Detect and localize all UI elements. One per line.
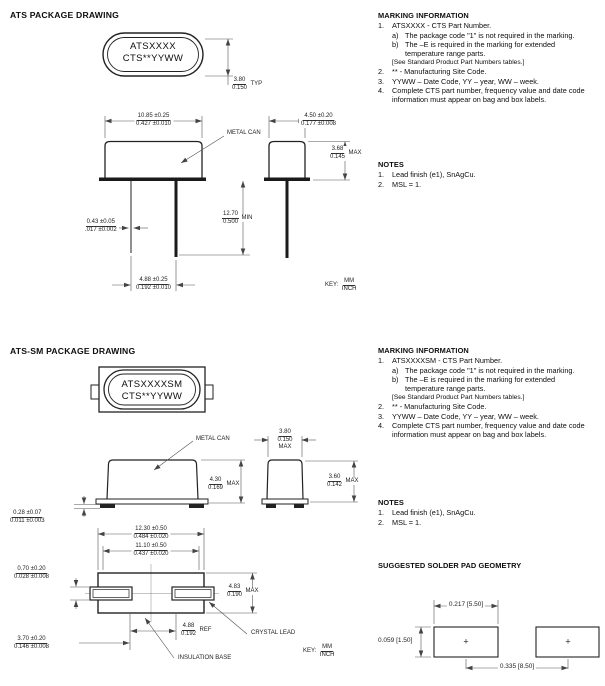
- item-text: The package code "1" is not required in the marking.: [405, 30, 575, 40]
- item-text: The –E is required in the marking for extended temperature range parts.: [405, 375, 556, 394]
- dim-ats-side-width: [299, 113, 338, 128]
- ats-package-marking: [103, 41, 203, 64]
- atssm-notes: [378, 498, 592, 527]
- list-item: [378, 412, 592, 421]
- dim-inch: 0.192: [181, 631, 197, 638]
- dim-suffix: MAX: [226, 481, 240, 488]
- list-item: [378, 402, 592, 411]
- item-number: 3.: [378, 411, 385, 421]
- dim-atssm-pad-inset: [12, 636, 51, 651]
- item-number: 4.: [378, 420, 385, 430]
- dim-atssm-can-height: [206, 477, 240, 492]
- dim-ats-side-height: [328, 146, 362, 161]
- metal-can-label: METAL CAN: [196, 436, 230, 442]
- dim-inch: 0.150: [277, 437, 293, 444]
- marking-info-title: MARKING INFORMATION: [378, 346, 469, 355]
- item-text: ATSXXXXSM - CTS Part Number.: [392, 356, 503, 366]
- list-subitem: [392, 31, 592, 40]
- crystal-lead-label: CRYSTAL LEAD: [251, 630, 296, 636]
- see-tables-note: [See Standard Product Part Numbers tables.]: [392, 58, 525, 66]
- atssm-section-title: ATS-SM PACKAGE DRAWING: [10, 346, 136, 356]
- dim-inch: 0.192 ±0.010: [136, 285, 171, 292]
- item-number: a): [392, 30, 399, 40]
- list-item: [378, 67, 592, 76]
- dim-ats-body-width: [134, 113, 173, 128]
- dim-inch: 0.484 ±0.020: [133, 534, 169, 541]
- dim-inch: 0.011 ±0.003: [10, 518, 45, 525]
- ats-section-title: ATS PACKAGE DRAWING: [10, 10, 119, 20]
- metal-can-label: METAL CAN: [227, 130, 261, 136]
- item-number: 3.: [378, 76, 385, 86]
- dim-inch: .017 ±0.002: [85, 227, 117, 234]
- dim-mm: 3.68: [331, 146, 344, 152]
- key-label: KEY:: [303, 648, 317, 655]
- item-number: b): [392, 375, 399, 385]
- atssm-marking-info: [378, 346, 592, 440]
- list-item: [378, 77, 592, 86]
- dim-atssm-body-width: [132, 526, 171, 541]
- dim-mm: 3.60: [328, 474, 341, 480]
- atssm-units-key: [303, 644, 337, 659]
- item-text: YYWW – Date Code, YY – year, WW – week.: [392, 76, 539, 86]
- dim-pad-spacing: 0.335 [8.50]: [499, 663, 535, 670]
- dim-pad-width: 0.217 [5.50]: [448, 601, 484, 608]
- marking-line2: CTS**YYWW: [122, 52, 184, 64]
- dim-suffix: MIN: [241, 215, 253, 222]
- item-text: ATSXXXX - CTS Part Number.: [392, 21, 492, 31]
- item-number: 2.: [378, 517, 385, 527]
- dim-mm: 3.80: [279, 429, 291, 435]
- dim-mm: 4.30: [209, 477, 222, 483]
- see-tables-note: [See Standard Product Part Numbers tables.]: [392, 393, 525, 401]
- dim-ats-oval-height: [230, 77, 262, 92]
- item-number: 1.: [378, 356, 385, 366]
- atssm-package-marking: [99, 379, 205, 402]
- key-mm: MM: [344, 278, 355, 284]
- item-number: 1.: [378, 508, 385, 518]
- dim-atssm-side-height: [325, 474, 359, 489]
- list-subitem: [392, 366, 592, 375]
- item-number: 1.: [378, 21, 385, 31]
- dim-mm: 10.85 ±0.25: [137, 113, 170, 119]
- key-inch: INCH: [319, 652, 335, 659]
- list-item: [378, 21, 592, 30]
- list-item: [378, 518, 592, 527]
- solder-pad-drawing: [415, 600, 599, 669]
- dim-atssm-standoff: [8, 510, 47, 525]
- dim-suffix: MAX: [245, 588, 259, 595]
- item-text: The –E is required in the marking for extended temperature range parts.: [405, 40, 556, 59]
- dim-mm: 12.30 ±0.50: [135, 526, 167, 532]
- dim-mm: 3.80: [233, 77, 246, 83]
- dim-atssm-side-top-width: [275, 429, 294, 451]
- item-text: YYWW – Date Code, YY – year, WW – week.: [392, 411, 539, 421]
- dim-mm: 11.10 ±0.50: [135, 543, 167, 549]
- dim-atssm-can-width: [132, 543, 171, 558]
- item-text: Complete CTS part number, frequency value and date code information must appear on bag and box labels.: [392, 85, 585, 105]
- ats-marking-info: [378, 11, 592, 105]
- dim-mm: 0.70 ±0.20: [17, 566, 46, 572]
- item-number: 2.: [378, 67, 385, 77]
- dim-inch: 0.146 ±0.008: [14, 644, 49, 651]
- atssm-metal-can-outline: [107, 460, 198, 499]
- dim-inch: 0.177 ±0.008: [301, 121, 336, 128]
- dim-inch: 0.427 ±0.010: [136, 121, 171, 128]
- ats-notes: [378, 160, 592, 189]
- marking-info-title: MARKING INFORMATION: [378, 11, 469, 20]
- dim-atssm-pad-thickness: [12, 566, 51, 581]
- dim-inch: 0.500: [223, 219, 239, 226]
- dim-mm: 4.50 ±0.20: [304, 113, 333, 119]
- list-item: [378, 86, 592, 105]
- item-text: ** - Manufacturing Site Code.: [392, 402, 487, 412]
- dim-mm: 4.88 ±0.25: [139, 277, 168, 283]
- pad-center-mark: +: [565, 636, 571, 647]
- key-inch: INCH: [341, 286, 357, 293]
- marking-line2: CTS**YYWW: [121, 390, 183, 402]
- marking-line1: ATSXXXXSM: [121, 379, 183, 390]
- list-item: [378, 356, 592, 365]
- dim-suffix: MAX: [345, 478, 359, 485]
- dim-inch: 0.150: [232, 85, 248, 92]
- dim-ats-lead-spacing: [134, 277, 173, 292]
- item-text: MSL = 1.: [392, 517, 422, 527]
- ats-front-view: [99, 116, 350, 291]
- item-number: 4.: [378, 85, 385, 95]
- item-text: The package code "1" is not required in the marking.: [405, 365, 575, 375]
- list-item: [378, 421, 592, 440]
- item-number: b): [392, 40, 399, 50]
- item-number: 2.: [378, 179, 385, 189]
- atssm-left-pad: [90, 587, 132, 600]
- item-text: Lead finish (e1), SnAgCu.: [392, 508, 476, 518]
- dim-suffix: MAX: [348, 150, 362, 157]
- list-item: [378, 180, 592, 189]
- solder-pad-title: SUGGESTED SOLDER PAD GEOMETRY: [378, 561, 522, 570]
- dim-mm: 0.28 ±0.07: [13, 510, 42, 516]
- atssm-right-pad: [172, 587, 214, 600]
- ats-metal-can-outline: [105, 142, 202, 178]
- dim-inch: 0.437 ±0.020: [133, 551, 169, 558]
- dim-mm: 12.70: [223, 211, 239, 217]
- atssm-insulation-base: [96, 499, 208, 504]
- dim-suffix: REF: [199, 627, 212, 634]
- dim-inch: 0.169: [208, 485, 224, 492]
- list-subitem: [392, 375, 592, 394]
- list-subitem: [392, 40, 592, 59]
- ats-units-key: [325, 278, 359, 293]
- item-number: 1.: [378, 170, 385, 180]
- dim-suffix: MAX: [278, 444, 292, 451]
- dim-atssm-body-height: [225, 584, 259, 599]
- dim-atssm-lead-spacing: [179, 623, 212, 638]
- notes-title: NOTES: [378, 160, 404, 169]
- dim-mm: 4.83: [228, 584, 241, 590]
- ats-right-lead: [175, 181, 178, 257]
- item-number: a): [392, 365, 399, 375]
- dim-mm: 0.43 ±0.05: [86, 219, 115, 225]
- notes-title: NOTES: [378, 498, 404, 507]
- dim-inch: 0.028 ±0.008: [14, 574, 49, 581]
- dim-inch: 0.142: [327, 482, 343, 489]
- dim-ats-lead-length: [221, 211, 253, 226]
- dim-inch: 0.145: [330, 154, 346, 161]
- key-label: KEY:: [325, 282, 339, 289]
- pad-center-mark: +: [463, 636, 469, 647]
- item-text: ** - Manufacturing Site Code.: [392, 67, 487, 77]
- dim-mm: 3.70 ±0.20: [17, 636, 46, 642]
- marking-line1: ATSXXXX: [130, 41, 176, 52]
- insulation-base-label: INSULATION BASE: [178, 655, 232, 661]
- dim-ats-lead-diameter: [83, 219, 119, 234]
- ats-base-flange: [99, 178, 206, 182]
- key-mm: MM: [322, 644, 333, 650]
- list-item: [378, 508, 592, 517]
- item-number: 2.: [378, 402, 385, 412]
- dim-mm: 4.88: [182, 623, 195, 629]
- item-text: Lead finish (e1), SnAgCu.: [392, 170, 476, 180]
- item-text: Complete CTS part number, frequency value and date code information must appear on bag and box labels.: [392, 420, 585, 440]
- dim-pad-height: 0.059 [1.50]: [378, 637, 413, 644]
- dim-suffix: TYP: [250, 81, 263, 88]
- list-item: [378, 170, 592, 179]
- dim-inch: 0.190: [227, 592, 243, 599]
- item-text: MSL = 1.: [392, 179, 422, 189]
- solder-pad-section: [378, 561, 592, 571]
